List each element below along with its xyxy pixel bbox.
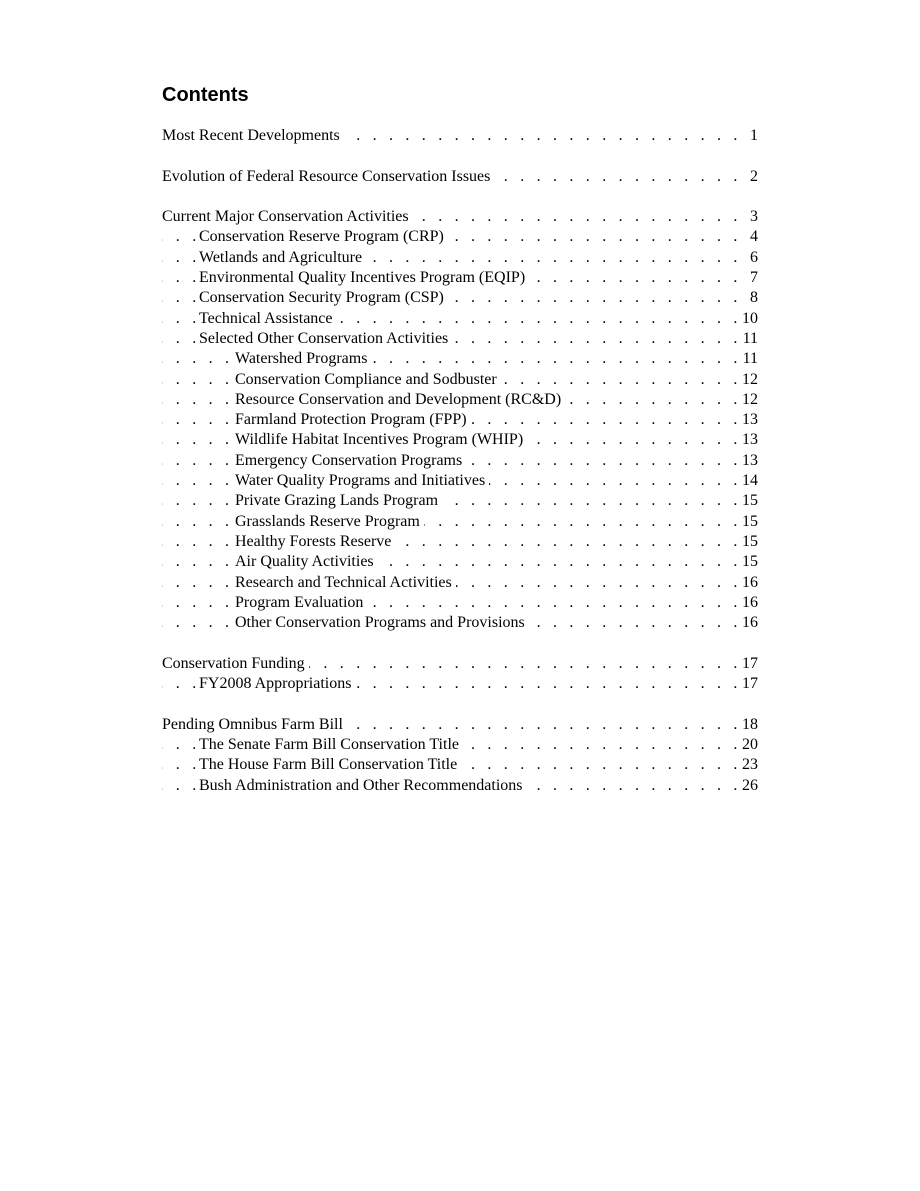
toc-entry[interactable] [162, 715, 758, 735]
toc-entry-page-number: 12 [739, 370, 758, 390]
toc-entry-title: The Senate Farm Bill Conservation Title [199, 736, 463, 753]
toc-entry-title: Most Recent Developments [162, 127, 344, 144]
toc-entry-page-number: 15 [739, 512, 758, 532]
toc-entry[interactable] [162, 776, 758, 796]
toc-entry-title: Other Conservation Programs and Provisions [235, 614, 529, 631]
toc-entry-page-number: 13 [739, 451, 758, 471]
toc-entry[interactable] [162, 329, 758, 349]
toc-entry[interactable] [162, 167, 758, 187]
toc-entry-title: Environmental Quality Incentives Program (EQIP) [199, 269, 529, 286]
toc-entry[interactable] [162, 410, 758, 430]
toc-entry-title: Conservation Security Program (CSP) [199, 289, 448, 306]
toc-entry-page-number: 11 [740, 349, 758, 369]
toc-entry-title: Wetlands and Agriculture [199, 249, 366, 266]
toc-entry[interactable] [162, 573, 758, 593]
toc-entry[interactable] [162, 370, 758, 390]
toc-entry-title: Wildlife Habitat Incentives Program (WHIP) [235, 431, 527, 448]
page-title: Contents [162, 84, 249, 106]
toc-entry-page-number: 3 [747, 207, 758, 227]
toc-entry-page-number: 16 [739, 613, 758, 633]
toc-entry-page-number: 13 [739, 430, 758, 450]
toc-entry-title: Research and Technical Activities [235, 574, 456, 591]
toc-entry-title: Healthy Forests Reserve [235, 533, 395, 550]
toc-entry-title: Air Quality Activities [235, 553, 378, 570]
toc-entry[interactable] [162, 512, 758, 532]
toc-entry[interactable] [162, 309, 758, 329]
toc-entry-title: The House Farm Bill Conservation Title [199, 756, 461, 773]
toc-entry-title: Conservation Reserve Program (CRP) [199, 228, 448, 245]
toc-entry[interactable] [162, 248, 758, 268]
toc-entry-page-number: 6 [747, 248, 758, 268]
toc-entry-title: Pending Omnibus Farm Bill [162, 716, 347, 733]
toc-entry-title: Resource Conservation and Development (RC&D) [235, 391, 565, 408]
toc-entry[interactable] [162, 491, 758, 511]
toc-entry[interactable] [162, 349, 758, 369]
toc-entry-title: Emergency Conservation Programs [235, 452, 466, 469]
toc-entry-page-number: 15 [739, 552, 758, 572]
toc-entry-page-number: 17 [739, 654, 758, 674]
toc-entry-title: Technical Assistance [199, 310, 337, 327]
toc-entry[interactable] [162, 207, 758, 227]
toc-entry-page-number: 15 [739, 532, 758, 552]
toc-entry-page-number: 8 [747, 288, 758, 308]
toc-entry[interactable] [162, 126, 758, 146]
toc-entry-page-number: 13 [739, 410, 758, 430]
toc-entry[interactable] [162, 552, 758, 572]
toc-entry-title: Water Quality Programs and Initiatives [235, 472, 489, 489]
toc-entry[interactable] [162, 451, 758, 471]
toc-entry-page-number: 20 [739, 735, 758, 755]
toc-entry-title: Watershed Programs [235, 350, 371, 367]
toc-entry-title: Conservation Compliance and Sodbuster [235, 371, 501, 388]
toc-entry-title: FY2008 Appropriations [199, 675, 355, 692]
toc-entry[interactable] [162, 390, 758, 410]
toc-entry-page-number: 17 [739, 674, 758, 694]
toc-entry[interactable] [162, 532, 758, 552]
toc-entry-page-number: 18 [739, 715, 758, 735]
table-of-contents [162, 126, 758, 796]
toc-entry[interactable] [162, 430, 758, 450]
toc-entry-page-number: 2 [747, 167, 758, 187]
toc-entry[interactable] [162, 735, 758, 755]
toc-entry-page-number: 12 [739, 390, 758, 410]
toc-entry-title: Evolution of Federal Resource Conservation Issues [162, 168, 494, 185]
toc-entry-title: Private Grazing Lands Program [235, 492, 442, 509]
toc-entry[interactable] [162, 268, 758, 288]
toc-entry-title: Conservation Funding [162, 655, 309, 672]
toc-entry-title: Program Evaluation [235, 594, 367, 611]
toc-entry[interactable] [162, 654, 758, 674]
toc-entry[interactable] [162, 471, 758, 491]
toc-entry-title: Selected Other Conservation Activities [199, 330, 452, 347]
toc-entry-page-number: 14 [739, 471, 758, 491]
toc-entry[interactable] [162, 593, 758, 613]
toc-entry-page-number: 23 [739, 755, 758, 775]
toc-entry[interactable] [162, 613, 758, 633]
toc-entry-page-number: 16 [739, 593, 758, 613]
toc-entry-page-number: 4 [747, 227, 758, 247]
toc-entry-page-number: 11 [740, 329, 758, 349]
toc-entry-page-number: 16 [739, 573, 758, 593]
toc-entry[interactable] [162, 674, 758, 694]
toc-entry-page-number: 7 [747, 268, 758, 288]
toc-entry-page-number: 10 [739, 309, 758, 329]
toc-entry-title: Bush Administration and Other Recommendations [199, 777, 527, 794]
toc-entry-page-number: 1 [747, 126, 758, 146]
toc-entry[interactable] [162, 755, 758, 775]
toc-entry-title: Farmland Protection Program (FPP) [235, 411, 471, 428]
toc-entry-title: Grasslands Reserve Program [235, 513, 424, 530]
toc-entry[interactable] [162, 288, 758, 308]
toc-entry-page-number: 15 [739, 491, 758, 511]
toc-entry[interactable] [162, 227, 758, 247]
toc-entry-page-number: 26 [739, 776, 758, 796]
toc-entry-title: Current Major Conservation Activities [162, 208, 413, 225]
